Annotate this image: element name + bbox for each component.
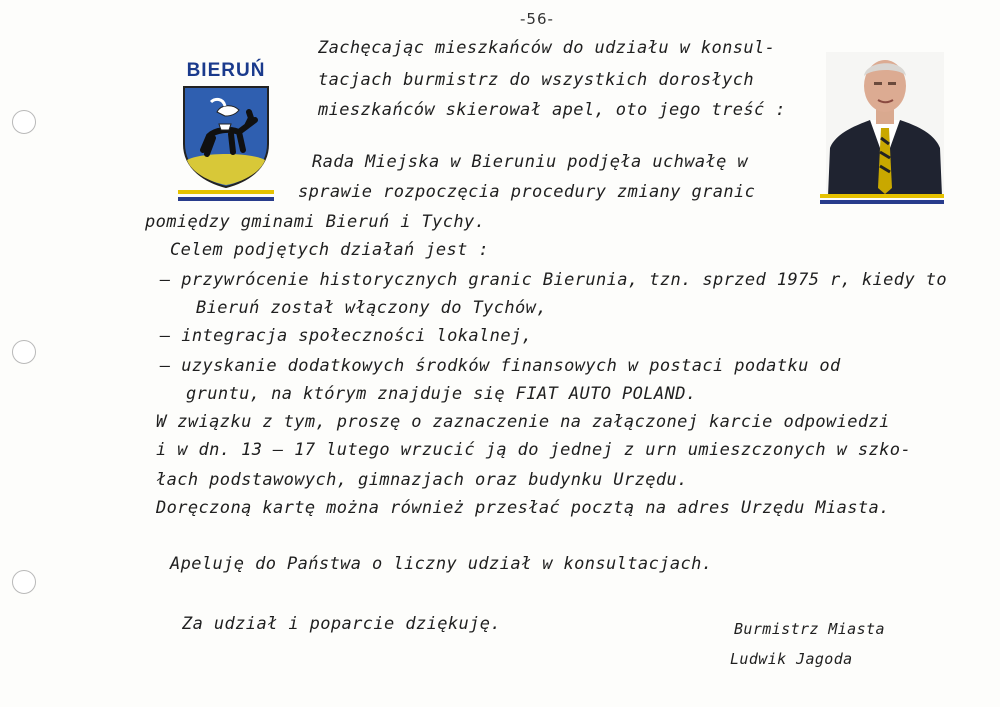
crest (178, 60, 274, 188)
text-line: mieszkańców skierował apel, oto jego treść : (318, 100, 786, 120)
stripe-yellow (820, 194, 944, 198)
text-line: — uzyskanie dodatkowych środków finansowych w postaci podatku od (160, 356, 841, 376)
text-line: sprawie rozpoczęcia procedury zmiany granic (298, 182, 756, 202)
text-line: Za udział i poparcie dziękuję. (182, 614, 502, 634)
binder-hole (12, 110, 36, 134)
text-line: Apeluję do Państwa o liczny udział w konsultacjach. (170, 554, 713, 574)
stripe-blue (178, 197, 274, 201)
text-line: Rada Miejska w Bieruniu podjęła uchwałę w (312, 152, 749, 172)
text-line: — integracja społeczności lokalnej, (160, 326, 533, 346)
text-line: Zachęcając mieszkańców do udziału w konsul- (318, 38, 776, 58)
binder-hole (12, 570, 36, 594)
text-line: pomiędzy gminami Bieruń i Tychy. (145, 212, 486, 232)
text-line: tacjach burmistrz do wszystkich dorosłych (318, 70, 755, 90)
stripe-blue (820, 200, 944, 204)
binder-hole (12, 340, 36, 364)
stripe-yellow (178, 190, 274, 194)
text-line: W związku z tym, proszę o zaznaczenie na załączonej karcie odpowiedzi (156, 412, 890, 432)
crest-name: BIERUŃ (186, 60, 266, 81)
page-number: -56- (520, 10, 554, 28)
text-line: Bieruń został włączony do Tychów, (196, 298, 547, 318)
text-line: gruntu, na którym znajduje się FIAT AUTO POLAND. (186, 384, 697, 404)
coat-of-arms-icon (181, 84, 271, 188)
text-line: Celem podjętych działań jest : (170, 240, 490, 260)
signature-title: Burmistrz Miasta (734, 620, 885, 638)
mayor-portrait (826, 52, 944, 196)
text-line: — przywrócenie historycznych granic Bierunia, tzn. sprzed 1975 r, kiedy to (160, 270, 947, 290)
text-line: i w dn. 13 — 17 lutego wrzucić ją do jednej z urn umieszczonych w szko- (156, 440, 912, 460)
text-line: Doręczoną kartę można również przesłać pocztą na adres Urzędu Miasta. (156, 498, 890, 518)
signature-name: Ludwik Jagoda (730, 650, 853, 668)
text-line: łach podstawowych, gimnazjach oraz budynku Urzędu. (156, 470, 688, 490)
